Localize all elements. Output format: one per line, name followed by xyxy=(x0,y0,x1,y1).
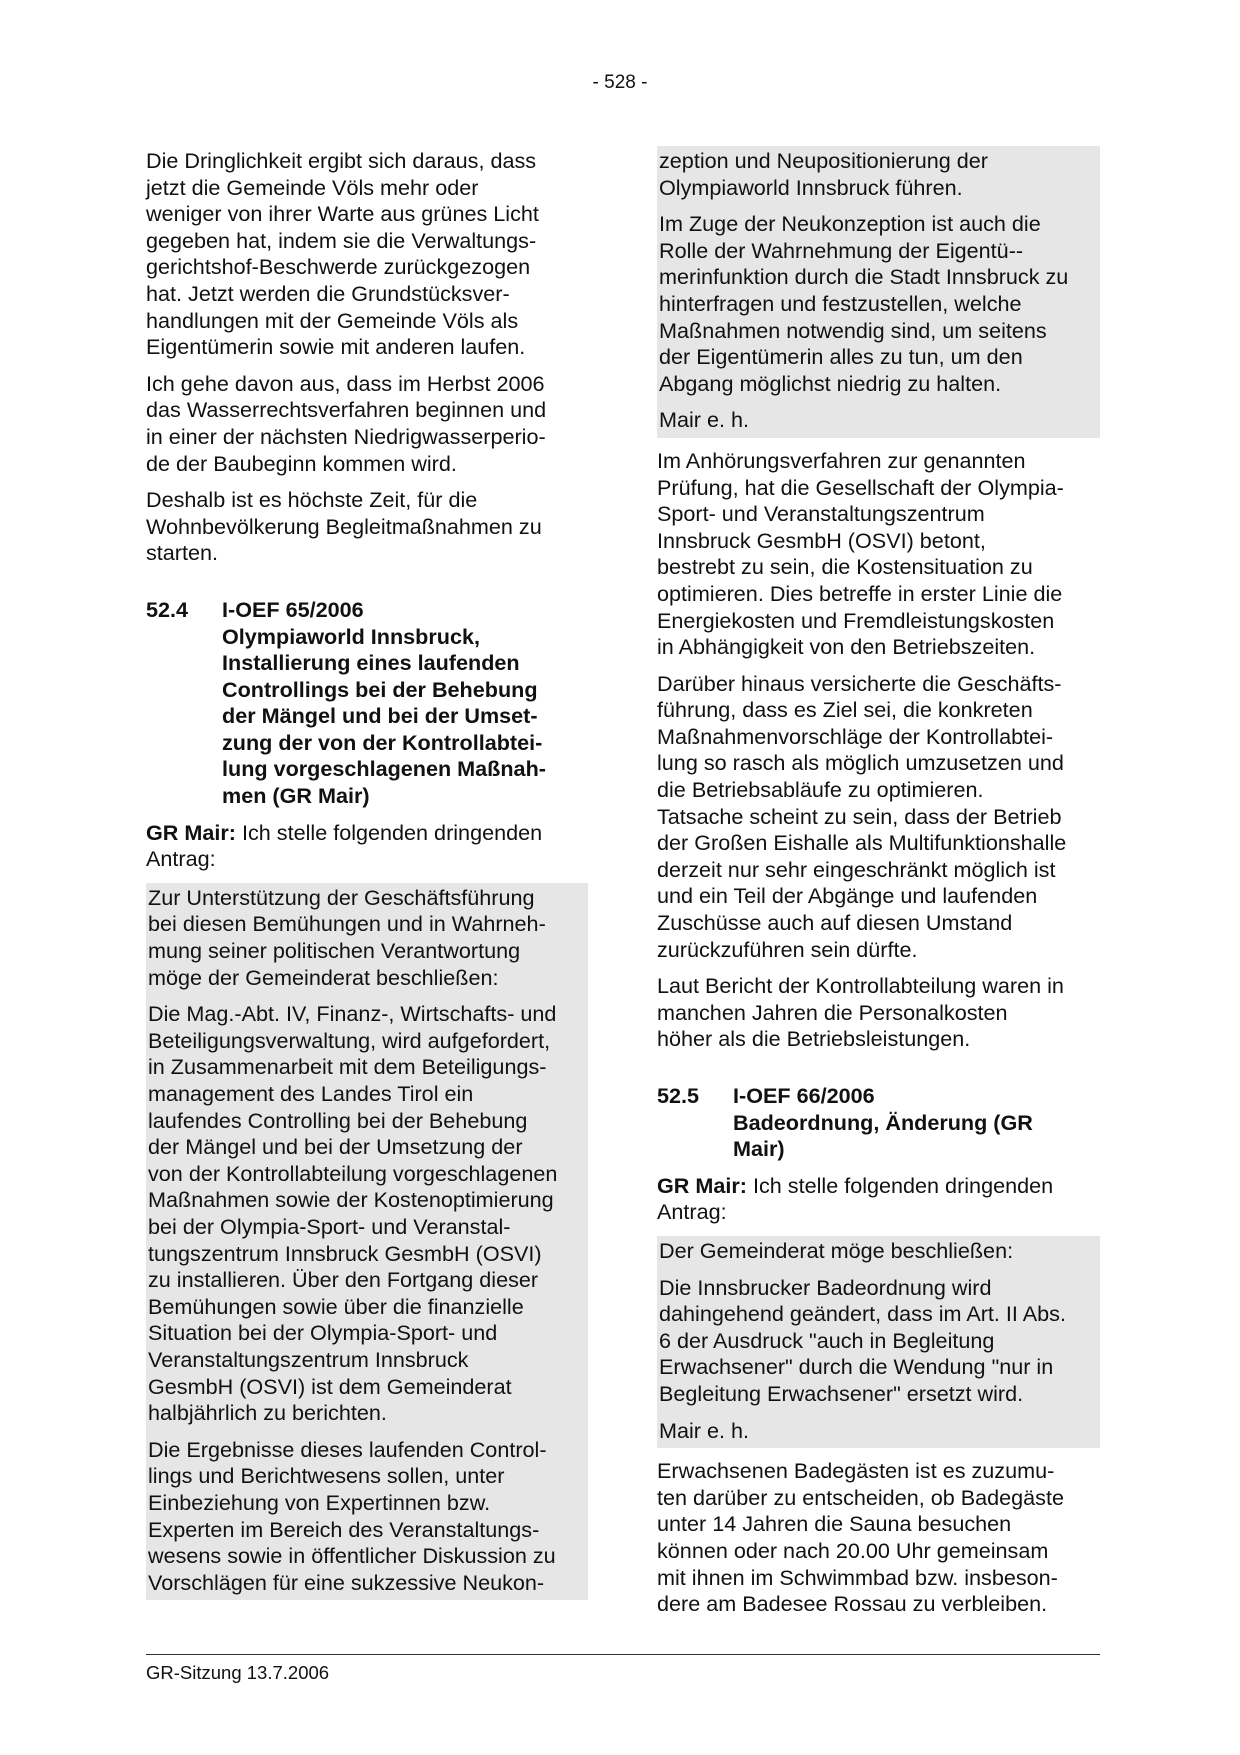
section-title: I-OEF 65/2006 Olympiaworld Innsbruck, Installierung eines laufenden Controllings bei der Behebung der Mängel und bei der Umset- zung der von der Kontrollabtei- lung vorgeschlagenen Maßnah- men (GR Mair) xyxy=(222,596,546,809)
section-number: 52.5 xyxy=(657,1083,700,1108)
motion-text: Zur Unterstützung der Geschäftsführung bei diesen Bemühungen und in Wahrneh- mung seiner politischen Verantwortung möge der Gemeinderat beschließen: xyxy=(146,883,588,1001)
motion-text: zeption und Neupositionierung der Olympiaworld Innsbruck führen. xyxy=(657,146,1100,211)
speaker-text: Ich stelle folgenden dringenden Antrag: xyxy=(146,819,543,872)
section-title: I-OEF 66/2006 Badeordnung, Änderung (GR Mair) xyxy=(733,1083,1033,1162)
speaker-paragraph xyxy=(146,820,588,873)
right-column xyxy=(657,148,1100,1628)
paragraph: Erwachsenen Badegästen ist es zuzumu- ten darüber zu entscheiden, ob Badegäste unter 14 Jahren die Sauna besuchen können oder nach 20.00 Uhr gemeinsam mit ihnen im Schwimmbad bzw. insbeson- dere am Badesee Rossau zu verbleiben. xyxy=(657,1458,1064,1617)
motion-text: Der Gemeinderat möge beschließen: xyxy=(657,1236,1100,1275)
motion-text: Im Zuge der Neukonzeption ist auch die Rolle der Wahrnehmung der Eigentü-- merinfunktion durch die Stadt Innsbruck zu hinterfragen und festzustellen, welche Maßnahmen notwendig sind, um seitens der Eigentümerin alles zu tun, um den Abgang möglichst niedrig zu halten. xyxy=(657,211,1100,407)
paragraph: Darüber hinaus versicherte die Geschäfts- führung, dass es Ziel sei, die konkreten Maßnahmenvorschläge der Kontrollabtei- lung so rasch als möglich umzusetzen und die Betriebsabläufe zu optimieren. Tatsache scheint zu sein, dass der Betrieb der Großen Eishalle als Multifunktionshalle derzeit nur sehr eingeschränkt möglich ist und ein Teil der Abgänge und laufenden Zuschüsse auch auf diesen Umstand zurückzuführen sein dürfte. xyxy=(657,670,1067,962)
motion-text: Die Mag.-Abt. IV, Finanz-, Wirtschafts- und Beteiligungsverwaltung, wird aufgefordert, in Zusammenarbeit mit dem Beteiligungs- management des Landes Tirol ein laufendes Controlling bei der Behebung der Mängel und bei der Umsetzung der von der Kontrollabteilung vorgeschlagenen Maßnahmen sowie der Kostenoptimierung bei der Olympia-Sport- und Veranstal- tungszentrum Innsbruck GesmbH (OSVI) zu installieren. Über den Fortgang dieser Bemühungen sowie über die finanzielle Situation bei der Olympia-Sport- und Veranstaltungszentrum Innsbruck GesmbH (OSVI) ist dem Gemeinderat halbjährlich zu berichten. xyxy=(146,1001,588,1437)
section-heading-52-5 xyxy=(657,1083,1100,1163)
speaker-name: GR Mair: xyxy=(146,819,236,845)
footer-divider xyxy=(146,1654,1100,1655)
paragraph: Im Anhörungsverfahren zur genannten Prüfung, hat die Gesellschaft der Olympia- Sport- und Veranstaltungszentrum Innsbruck GesmbH (OSVI) betont, bestrebt zu sein, die Kostensituation zu optimieren. Dies betreffe in erster Linie die Energiekosten und Fremdleistungskosten in Abhängigkeit von den Betriebszeiten. xyxy=(657,447,1064,660)
left-column xyxy=(146,148,588,1610)
motion-text: Die Innsbrucker Badeordnung wird dahingehend geändert, dass im Art. II Abs. 6 der Ausdruck "auch in Begleitung Erwachsener" durch die Wendung "nur in Begleitung Erwachsener" ersetzt wird. xyxy=(657,1275,1100,1418)
section-heading-52-4 xyxy=(146,597,588,810)
speaker-paragraph xyxy=(657,1173,1100,1226)
motion-signature: Mair e. h. xyxy=(657,1418,1100,1449)
section-number: 52.4 xyxy=(146,596,189,622)
paragraph: Die Dringlichkeit ergibt sich daraus, dass jetzt die Gemeinde Völs mehr oder weniger von ihrer Warte aus grünes Licht gegeben hat, indem sie die Verwaltungs- gerichtshof-Beschwerde zurückgezogen hat. Jetzt werden die Grundstücksver- handlungen mit der Gemeinde Völs als Eigentümerin sowie mit anderen laufen. xyxy=(146,148,539,360)
motion-signature: Mair e. h. xyxy=(657,407,1100,438)
speaker-text: Ich stelle folgenden dringenden Antrag: xyxy=(657,1172,1054,1225)
motion-text: Die Ergebnisse dieses laufenden Control- lings und Berichtwesens sollen, unter Einbeziehung von Expertinnen bzw. Experten im Bereich des Veranstaltungs- wesens sowie in öffentlicher Diskussion zu Vorschlägen für eine sukzessive Neukon- xyxy=(146,1437,588,1601)
page-number: - 528 - xyxy=(592,72,648,93)
footer-text: GR-Sitzung 13.7.2006 xyxy=(146,1662,330,1683)
paragraph: Laut Bericht der Kontrollabteilung waren in manchen Jahren die Personalkosten höher als die Betriebsleistungen. xyxy=(657,973,1064,1052)
speaker-name: GR Mair: xyxy=(657,1172,747,1198)
paragraph: Ich gehe davon aus, dass im Herbst 2006 das Wasserrechtsverfahren beginnen und in einer der nächsten Niedrigwasserperio- de der Baubeginn kommen wird. xyxy=(146,370,547,476)
paragraph: Deshalb ist es höchste Zeit, für die Wohnbevölkerung Begleitmaßnahmen zu starten. xyxy=(146,487,542,566)
